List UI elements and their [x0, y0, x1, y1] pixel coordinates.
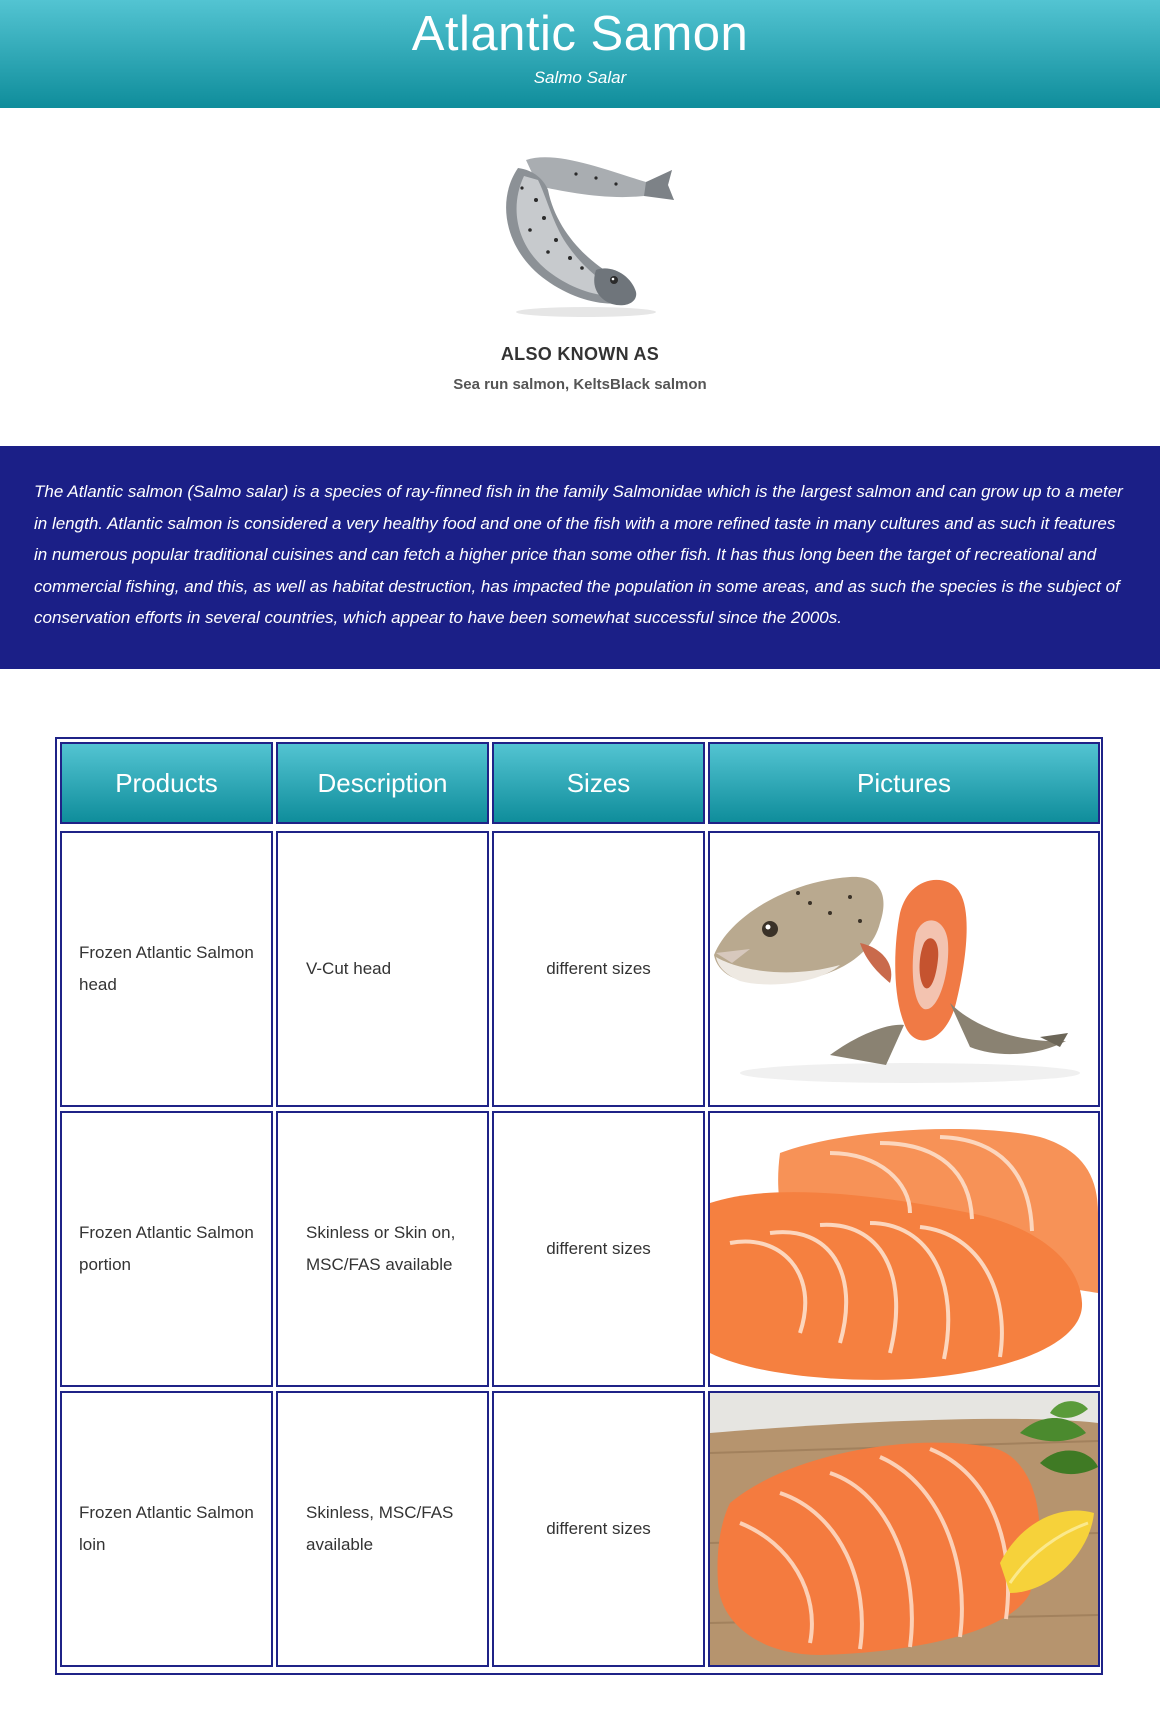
- table-header-label: Sizes: [566, 767, 631, 798]
- page-title: Atlantic Samon: [411, 7, 749, 61]
- page-subtitle: Salmo Salar: [533, 68, 627, 87]
- table-header-products: [60, 742, 273, 824]
- product-description: V-Cut head: [306, 959, 392, 978]
- salmon-portion-image: [710, 1113, 1098, 1385]
- also-known-as-names: Sea run salmon, KeltsBlack salmon: [453, 376, 707, 393]
- salmon-fish-image: [486, 140, 686, 320]
- also-known-as-heading: ALSO KNOWN AS: [500, 344, 660, 364]
- table-header-sizes: [492, 742, 705, 824]
- product-name: Frozen Atlantic Salmon loin: [79, 1503, 254, 1554]
- page-header: [0, 0, 1160, 108]
- product-sizes: different sizes: [546, 1519, 651, 1538]
- product-description: Skinless or Skin on, MSC/FAS available: [306, 1223, 456, 1274]
- products-table: [55, 737, 1103, 1675]
- table-cell-description: [276, 831, 489, 1107]
- salmon-head-image: [710, 833, 1098, 1105]
- table-cell-product: [60, 1111, 273, 1387]
- table-cell-sizes: [492, 1111, 705, 1387]
- table-cell-description: [276, 1111, 489, 1387]
- table-cell-description: [276, 1391, 489, 1667]
- table-header-label: Description: [317, 767, 448, 798]
- table-cell-picture: [708, 1391, 1100, 1667]
- product-description: Skinless, MSC/FAS available: [306, 1503, 454, 1554]
- table-cell-product: [60, 831, 273, 1107]
- table-cell-picture: [708, 1111, 1100, 1387]
- product-name: Frozen Atlantic Salmon head: [79, 943, 254, 994]
- table-cell-sizes: [492, 1391, 705, 1667]
- table-header-label: Pictures: [857, 767, 951, 798]
- species-description: [0, 446, 1160, 669]
- table-header-label: Products: [115, 767, 218, 798]
- table-cell-picture: [708, 831, 1100, 1107]
- table-header-description: [276, 742, 489, 824]
- table-cell-product: [60, 1391, 273, 1667]
- table-cell-sizes: [492, 831, 705, 1107]
- product-sizes: different sizes: [546, 959, 651, 978]
- salmon-loin-image: [710, 1393, 1098, 1665]
- table-header-pictures: [708, 742, 1100, 824]
- product-name: Frozen Atlantic Salmon portion: [79, 1223, 254, 1274]
- hero-section: [0, 108, 1160, 446]
- species-description-text: The Atlantic salmon (Salmo salar) is a species of ray-finned fish in the family Salmonidae which is the largest salmon and can grow up to a meter in length. Atlantic salmon is considered a very healthy food and one of the fish with a more refined taste in many cultures and as such it features in numerous popular traditional cuisines and can fetch a higher price than some other fish. It has thus long been the target of recreational and commercial fishing, and this, as well as habitat destruction, has impacted the population in some areas, and as such the species is the subject of conservation efforts in several countries, which appear to have been somewhat successful since the 2000s.: [34, 482, 1123, 627]
- product-sizes: different sizes: [546, 1239, 651, 1258]
